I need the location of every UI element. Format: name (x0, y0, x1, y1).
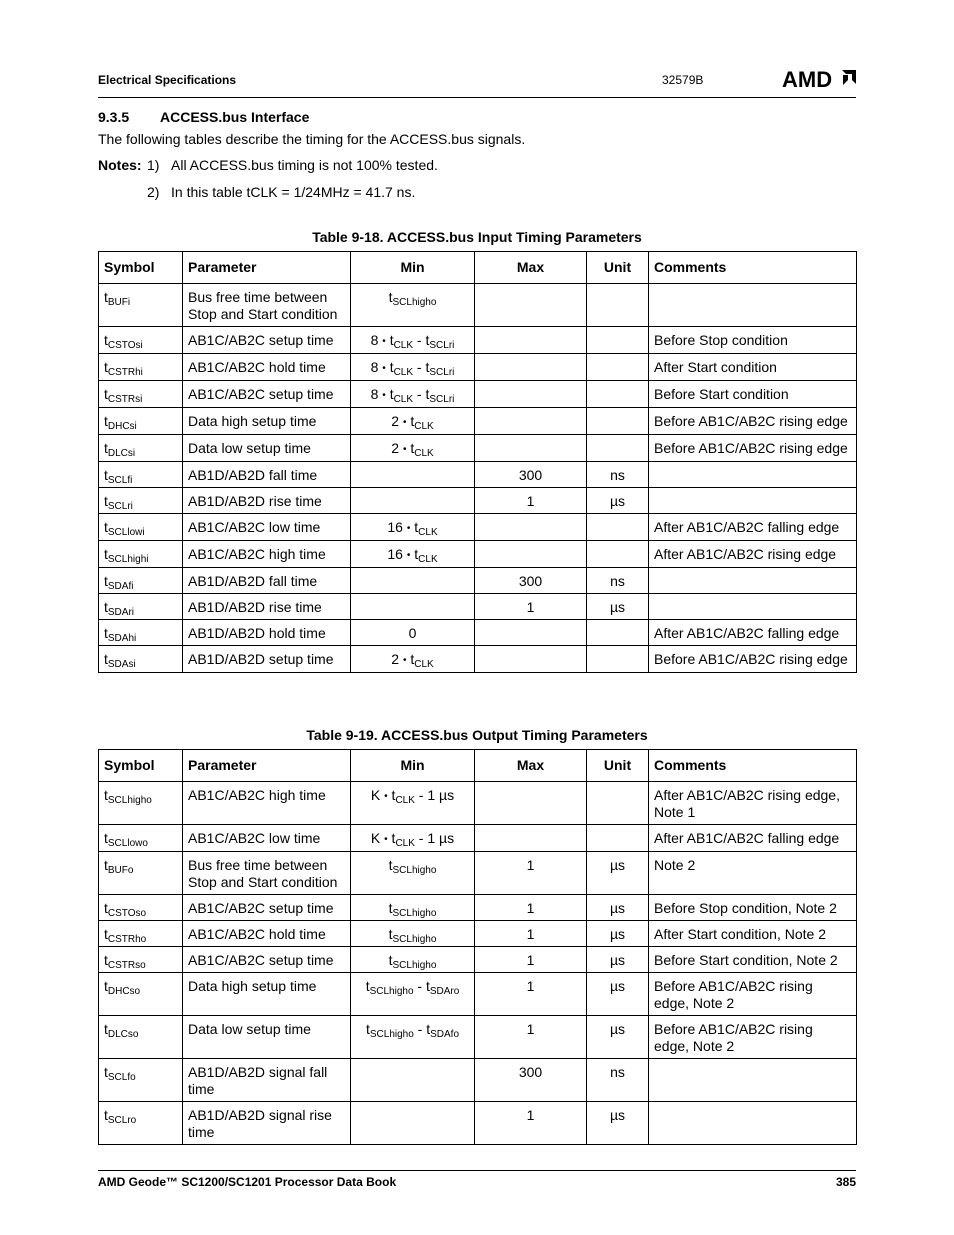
table-row (99, 488, 857, 514)
column-header-unit: Unit (587, 252, 649, 284)
column-header-symbol: Symbol (99, 252, 183, 284)
cell-unit: µs (587, 1016, 649, 1059)
cell-parameter: Bus free time between Stop and Start condition (183, 284, 351, 327)
cell-comments: Before AB1C/AB2C rising edge, Note 2 (649, 1016, 857, 1059)
cell-comments (649, 1059, 857, 1102)
cell-comments (649, 284, 857, 327)
cell-parameter: AB1C/AB2C low time (183, 514, 351, 541)
cell-unit: µs (587, 1102, 649, 1145)
table-row (99, 782, 857, 825)
note-text: In this table tCLK = 1/24MHz = 41.7 ns. (171, 184, 416, 200)
table-row (99, 568, 857, 594)
note-number: 2) (147, 184, 160, 200)
cell-parameter: AB1D/AB2D fall time (183, 462, 351, 488)
cell-comments: Before AB1C/AB2C rising edge (649, 408, 857, 435)
table-row (99, 620, 857, 646)
amd-arrow-icon (842, 70, 856, 85)
cell-symbol: $t_{DHCsi}$ (99, 408, 183, 435)
document-number: 32579B (662, 73, 704, 87)
cell-comments: After AB1C/AB2C rising edge (649, 541, 857, 568)
cell-symbol: $t_{CSTRsi}$ (99, 381, 183, 408)
cell-symbol: $t_{SCLhighi}$ (99, 541, 183, 568)
cell-parameter: Data low setup time (183, 1016, 351, 1059)
table-row (99, 462, 857, 488)
cell-comments: Before AB1C/AB2C rising edge, Note 2 (649, 973, 857, 1016)
note-number: 1) (147, 157, 160, 173)
cell-unit (587, 381, 649, 408)
cell-symbol: $t_{CSTOsi}$ (99, 327, 183, 354)
output-timing-table (98, 749, 857, 1145)
cell-max: 1 (475, 488, 587, 514)
cell-symbol: $t_{BUFi}$ (99, 284, 183, 327)
cell-parameter: AB1D/AB2D rise time (183, 488, 351, 514)
cell-symbol: $t_{DLCsi}$ (99, 435, 183, 462)
table-row (99, 1102, 857, 1145)
cell-max (475, 381, 587, 408)
cell-comments: After AB1C/AB2C falling edge (649, 514, 857, 541)
cell-parameter: AB1D/AB2D hold time (183, 620, 351, 646)
cell-max (475, 541, 587, 568)
cell-min: 16 • $t_{CLK}$ (351, 541, 475, 568)
running-header-section: Electrical Specifications (98, 73, 237, 87)
cell-parameter: AB1D/AB2D fall time (183, 568, 351, 594)
cell-max (475, 284, 587, 327)
intro-paragraph: The following tables describe the timing for the ACCESS.bus signals. (98, 131, 526, 147)
cell-parameter: AB1C/AB2C setup time (183, 381, 351, 408)
cell-comments (649, 568, 857, 594)
cell-min: 8 • $t_{CLK} - t_{SCLri}$ (351, 381, 475, 408)
cell-parameter: AB1D/AB2D setup time (183, 646, 351, 673)
table-row (99, 825, 857, 852)
notes-label: Notes: (98, 157, 142, 173)
table-caption-output: Table 9-19. ACCESS.bus Output Timing Parameters (306, 727, 648, 743)
cell-comments: Before Start condition, Note 2 (649, 947, 857, 973)
cell-max: 1 (475, 895, 587, 921)
note-item (147, 184, 415, 200)
cell-symbol: $t_{SCLfo}$ (99, 1059, 183, 1102)
cell-comments: Before AB1C/AB2C rising edge (649, 646, 857, 673)
cell-unit (587, 514, 649, 541)
cell-parameter: Data low setup time (183, 435, 351, 462)
cell-symbol: $t_{BUFo}$ (99, 852, 183, 895)
amd-logo-text: AMD (782, 67, 833, 91)
column-header-unit: Unit (587, 750, 649, 782)
cell-min: $t_{SCLhigho} - t_{SDAro}$ (351, 973, 475, 1016)
cell-min (351, 1059, 475, 1102)
cell-unit: ns (587, 462, 649, 488)
cell-max (475, 825, 587, 852)
cell-unit (587, 825, 649, 852)
cell-min (351, 462, 475, 488)
cell-parameter: AB1C/AB2C setup time (183, 895, 351, 921)
cell-unit: ns (587, 1059, 649, 1102)
cell-min: $t_{SCLhigho}$ (351, 921, 475, 947)
table-row (99, 284, 857, 327)
cell-min: 8 • $t_{CLK} - t_{SCLri}$ (351, 327, 475, 354)
cell-comments: After Start condition, Note 2 (649, 921, 857, 947)
cell-comments: After Start condition (649, 354, 857, 381)
table-header-row (99, 252, 857, 284)
cell-max (475, 620, 587, 646)
cell-min (351, 488, 475, 514)
cell-comments (649, 1102, 857, 1145)
column-header-max: Max (475, 750, 587, 782)
cell-symbol: $t_{SCLro}$ (99, 1102, 183, 1145)
cell-min: 0 (351, 620, 475, 646)
cell-unit (587, 646, 649, 673)
cell-unit: µs (587, 973, 649, 1016)
cell-symbol: $t_{SDAri}$ (99, 594, 183, 620)
footer-rule (98, 1170, 856, 1171)
cell-min: 2 • $t_{CLK}$ (351, 408, 475, 435)
table-row (99, 514, 857, 541)
cell-parameter: AB1C/AB2C high time (183, 782, 351, 825)
table-row (99, 852, 857, 895)
table-row (99, 895, 857, 921)
note-item (147, 157, 438, 173)
cell-max: 1 (475, 852, 587, 895)
cell-max: 1 (475, 921, 587, 947)
cell-parameter: AB1D/AB2D signal fall time (183, 1059, 351, 1102)
cell-unit: µs (587, 852, 649, 895)
cell-symbol: $t_{DHCso}$ (99, 973, 183, 1016)
header-rule (98, 97, 856, 98)
cell-parameter: AB1C/AB2C low time (183, 825, 351, 852)
cell-parameter: AB1D/AB2D signal rise time (183, 1102, 351, 1145)
cell-symbol: $t_{SCLhigho}$ (99, 782, 183, 825)
input-timing-table (98, 251, 857, 673)
column-header-parameter: Parameter (183, 252, 351, 284)
cell-parameter: Bus free time between Stop and Start condition (183, 852, 351, 895)
table-row (99, 327, 857, 354)
cell-comments: Before Stop condition, Note 2 (649, 895, 857, 921)
table-row (99, 408, 857, 435)
cell-comments: Note 2 (649, 852, 857, 895)
cell-parameter: Data high setup time (183, 408, 351, 435)
cell-symbol: $t_{SCLlowo}$ (99, 825, 183, 852)
cell-symbol: $t_{CSTRhi}$ (99, 354, 183, 381)
cell-parameter: AB1D/AB2D rise time (183, 594, 351, 620)
cell-comments (649, 488, 857, 514)
table-row (99, 973, 857, 1016)
table-caption-input: Table 9-18. ACCESS.bus Input Timing Parameters (312, 229, 642, 245)
cell-max (475, 408, 587, 435)
cell-parameter: Data high setup time (183, 973, 351, 1016)
section-number: 9.3.5 (98, 109, 130, 125)
cell-comments (649, 594, 857, 620)
cell-symbol: $t_{CSTOso}$ (99, 895, 183, 921)
cell-unit: µs (587, 594, 649, 620)
cell-symbol: $t_{SDAfi}$ (99, 568, 183, 594)
cell-min: $t_{SCLhigho}$ (351, 852, 475, 895)
cell-unit (587, 782, 649, 825)
table-row (99, 435, 857, 462)
table-row (99, 354, 857, 381)
cell-parameter: AB1C/AB2C high time (183, 541, 351, 568)
column-header-comments: Comments (649, 252, 857, 284)
table-row (99, 1059, 857, 1102)
table-row (99, 1016, 857, 1059)
cell-max (475, 514, 587, 541)
table-row (99, 646, 857, 673)
cell-min (351, 1102, 475, 1145)
cell-min (351, 568, 475, 594)
footer-book-title: AMD Geode™ SC1200/SC1201 Processor Data Book (98, 1175, 397, 1189)
cell-comments: Before AB1C/AB2C rising edge (649, 435, 857, 462)
cell-max (475, 354, 587, 381)
column-header-min: Min (351, 252, 475, 284)
cell-max: 300 (475, 568, 587, 594)
cell-unit: ns (587, 568, 649, 594)
cell-symbol: $t_{SCLri}$ (99, 488, 183, 514)
cell-max (475, 435, 587, 462)
cell-min (351, 594, 475, 620)
column-header-max: Max (475, 252, 587, 284)
cell-unit (587, 327, 649, 354)
cell-comments: After AB1C/AB2C rising edge, Note 1 (649, 782, 857, 825)
cell-min: $t_{SCLhigho} - t_{SDAfo}$ (351, 1016, 475, 1059)
cell-min: 2 • $t_{CLK}$ (351, 435, 475, 462)
cell-unit (587, 435, 649, 462)
table-row (99, 947, 857, 973)
cell-max: 300 (475, 1059, 587, 1102)
cell-max: 1 (475, 594, 587, 620)
cell-symbol: $t_{SCLfi}$ (99, 462, 183, 488)
cell-parameter: AB1C/AB2C hold time (183, 921, 351, 947)
cell-max: 1 (475, 1102, 587, 1145)
note-text: All ACCESS.bus timing is not 100% tested. (171, 157, 438, 173)
cell-symbol: $t_{SCLlowi}$ (99, 514, 183, 541)
cell-comments: After AB1C/AB2C falling edge (649, 620, 857, 646)
cell-unit (587, 541, 649, 568)
cell-symbol: $t_{SDAsi}$ (99, 646, 183, 673)
cell-symbol: $t_{CSTRso}$ (99, 947, 183, 973)
cell-unit (587, 408, 649, 435)
cell-unit (587, 620, 649, 646)
cell-unit (587, 284, 649, 327)
cell-max: 1 (475, 947, 587, 973)
cell-min: 8 • $t_{CLK} - t_{SCLri}$ (351, 354, 475, 381)
table-row (99, 921, 857, 947)
table-row (99, 594, 857, 620)
cell-min: 2 • $t_{CLK}$ (351, 646, 475, 673)
cell-parameter: AB1C/AB2C setup time (183, 947, 351, 973)
cell-max: 300 (475, 462, 587, 488)
column-header-symbol: Symbol (99, 750, 183, 782)
cell-unit: µs (587, 947, 649, 973)
cell-min: $t_{SCLhigho}$ (351, 947, 475, 973)
cell-unit: µs (587, 488, 649, 514)
column-header-min: Min (351, 750, 475, 782)
cell-unit (587, 354, 649, 381)
table-header-row (99, 750, 857, 782)
cell-comments: Before Stop condition (649, 327, 857, 354)
column-header-comments: Comments (649, 750, 857, 782)
cell-unit: µs (587, 895, 649, 921)
cell-comments: Before Start condition (649, 381, 857, 408)
amd-logo (782, 67, 858, 91)
cell-parameter: AB1C/AB2C hold time (183, 354, 351, 381)
cell-max (475, 646, 587, 673)
cell-min: 16 • $t_{CLK}$ (351, 514, 475, 541)
cell-symbol: $t_{CSTRho}$ (99, 921, 183, 947)
cell-max (475, 782, 587, 825)
column-header-parameter: Parameter (183, 750, 351, 782)
cell-parameter: AB1C/AB2C setup time (183, 327, 351, 354)
cell-max: 1 (475, 973, 587, 1016)
cell-max: 1 (475, 1016, 587, 1059)
table-row (99, 541, 857, 568)
cell-symbol: $t_{SDAhi}$ (99, 620, 183, 646)
cell-max (475, 327, 587, 354)
table-row (99, 381, 857, 408)
cell-unit: µs (587, 921, 649, 947)
cell-min: $t_{SCLhigho}$ (351, 284, 475, 327)
page-number: 385 (835, 1175, 856, 1189)
cell-min: K • $t_{CLK} - 1$ µs (351, 825, 475, 852)
cell-min: K • $t_{CLK} - 1$ µs (351, 782, 475, 825)
cell-symbol: $t_{DLCso}$ (99, 1016, 183, 1059)
cell-min: $t_{SCLhigho}$ (351, 895, 475, 921)
cell-comments: After AB1C/AB2C falling edge (649, 825, 857, 852)
section-title: ACCESS.bus Interface (160, 109, 310, 125)
cell-comments (649, 462, 857, 488)
